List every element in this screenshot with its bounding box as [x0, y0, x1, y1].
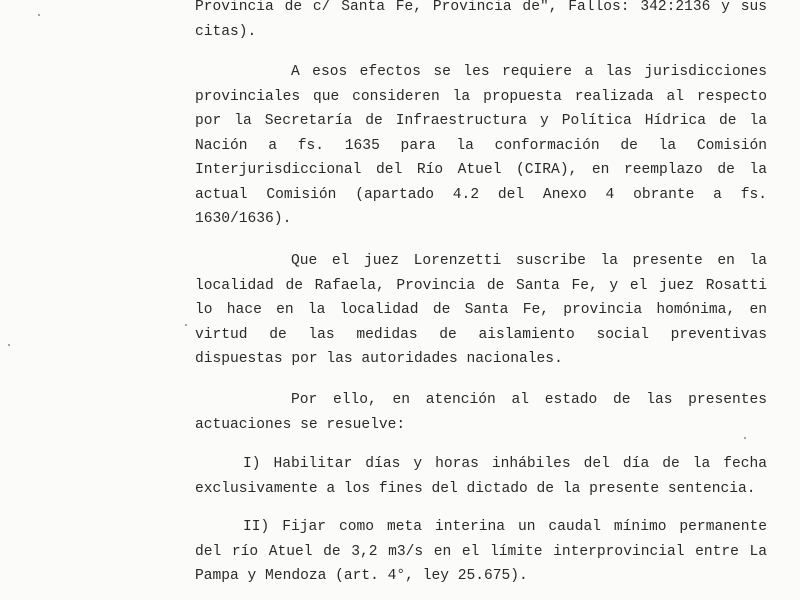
text-line: lo hace en la localidad de Santa Fe, provincia homónima, en — [195, 302, 767, 318]
text-line: Por ello, en atención al estado de las presentes — [291, 392, 767, 408]
text-line: 1630/1636). — [195, 211, 292, 227]
text-line: I) Habilitar días y horas inhábiles del día de la fecha — [243, 456, 767, 472]
text-line: Provincia de c/ Santa Fe, Provincia de", Fallos: 342:2136 y sus — [195, 0, 767, 15]
text-line: II) Fijar como meta interina un caudal mínimo permanente — [243, 519, 767, 535]
text-line: A esos efectos se les requiere a las jurisdicciones — [291, 64, 767, 80]
text-line: actual Comisión (apartado 4.2 del Anexo 4 obrante a fs. — [195, 186, 767, 203]
text-line: dispuestas por las autoridades nacionales. — [195, 351, 563, 367]
paragraph-judges-location — [195, 249, 767, 372]
scan-speck — [744, 437, 746, 439]
text-line: provinciales que consideren la propuesta realizada al respecto — [195, 88, 767, 105]
scan-speck — [185, 324, 187, 326]
paragraph-resolution-intro — [195, 388, 767, 437]
paragraph-resolution-item-2 — [195, 515, 767, 589]
text-line: actuaciones se resuelve: — [195, 416, 406, 433]
text-line: exclusivamente a los fines del dictado de la presente sentencia. — [195, 480, 756, 497]
text-line: citas). — [195, 23, 257, 40]
scan-speck — [8, 344, 10, 346]
paragraph-requirement — [195, 60, 767, 232]
text-line: Interjurisdiccional del Río Atuel (CIRA), en reemplazo de la — [195, 162, 767, 178]
scan-speck — [38, 14, 40, 16]
text-line: Que el juez Lorenzetti suscribe la presente en la — [291, 253, 767, 269]
text-line: del río Atuel de 3,2 m3/s en el límite interprovincial entre La — [195, 543, 767, 560]
text-line: localidad de Rafaela, Provincia de Santa Fe, y el juez Rosatti — [195, 277, 767, 294]
paragraph-citation-continuation — [195, 0, 767, 44]
text-line: Pampa y Mendoza (art. 4°, ley 25.675). — [195, 568, 528, 584]
paragraph-resolution-item-1 — [195, 452, 767, 501]
text-line: por la Secretaría de Infraestructura y Política Hídrica de la — [195, 113, 767, 129]
text-line: Nación a fs. 1635 para la conformación de la Comisión — [195, 137, 767, 154]
text-line: virtud de las medidas de aislamiento social preventivas — [195, 326, 767, 343]
